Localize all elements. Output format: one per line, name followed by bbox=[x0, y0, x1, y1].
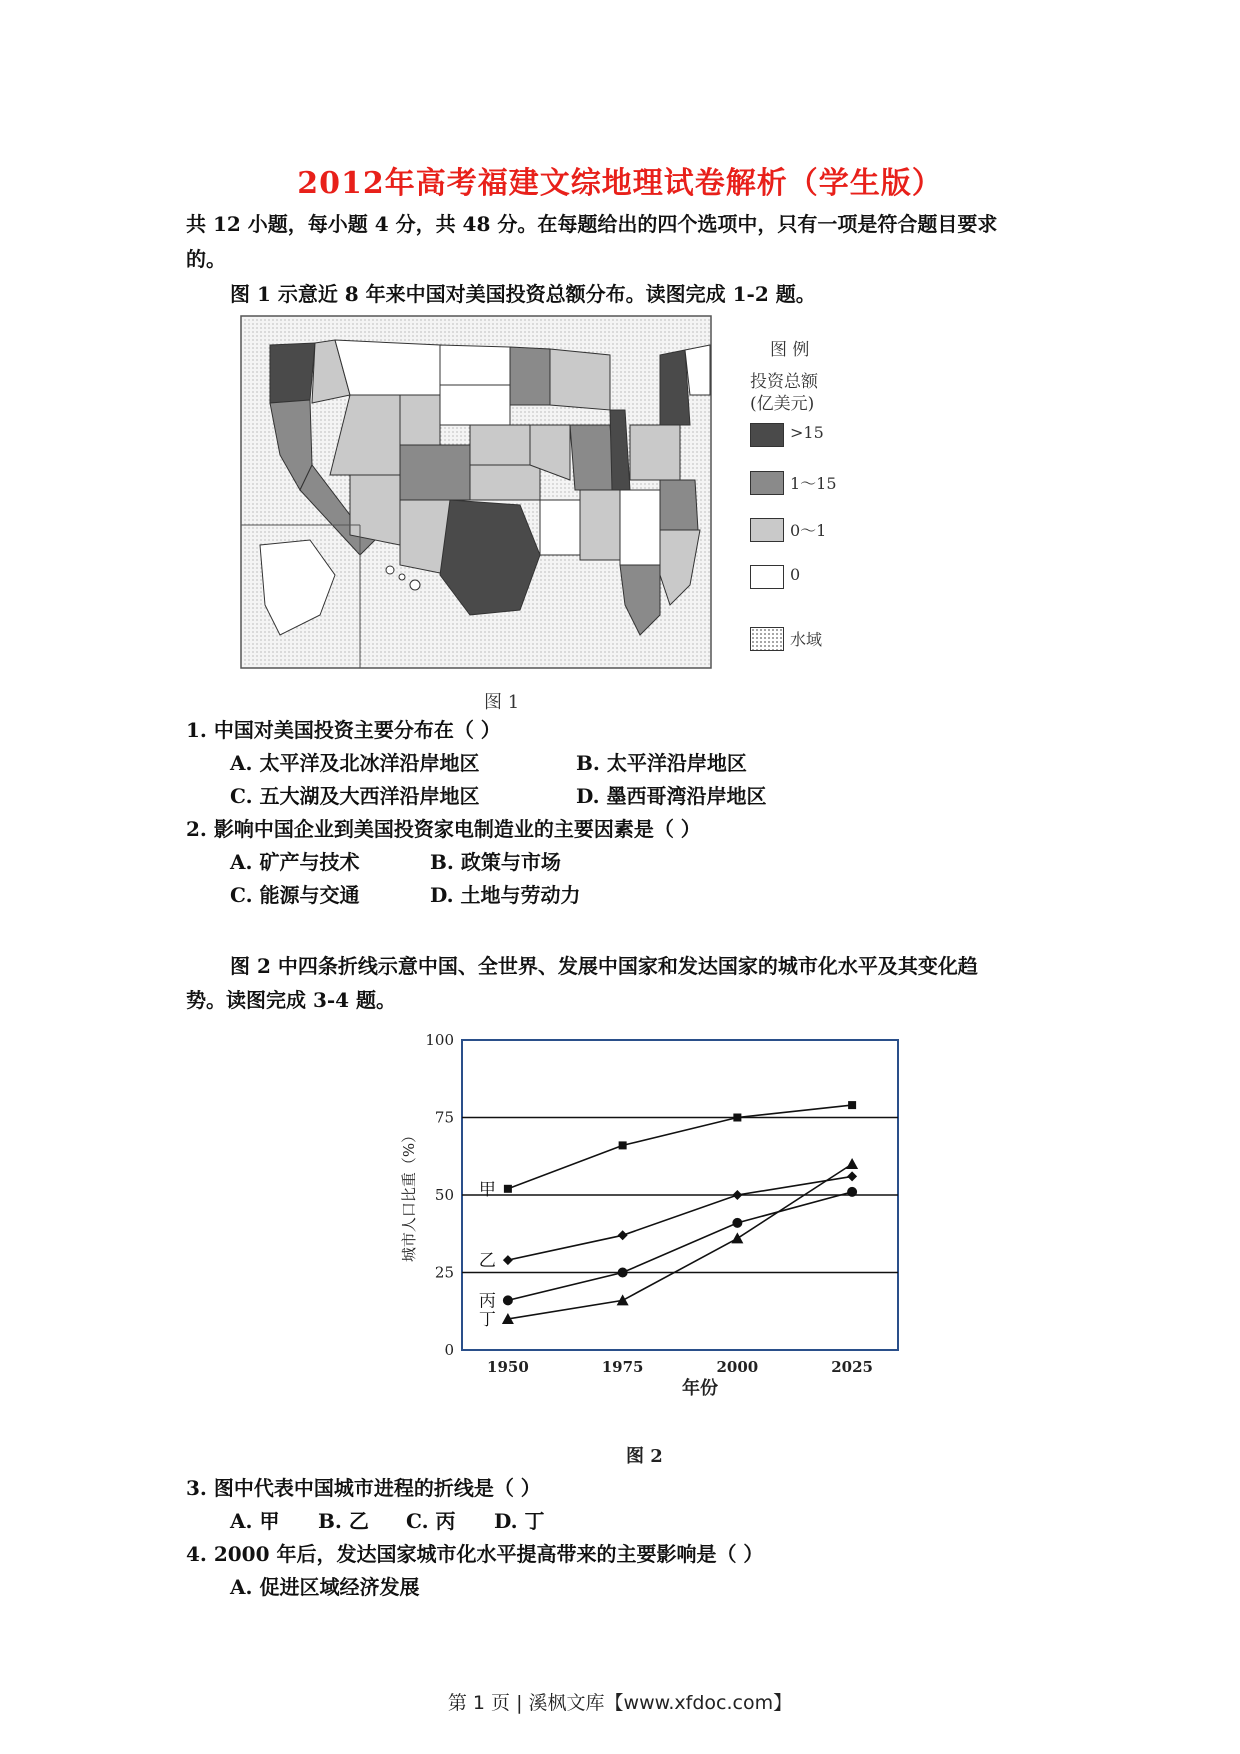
data-point bbox=[848, 1101, 856, 1109]
fig1-caption: 图 1 bbox=[484, 692, 520, 713]
fig2-intro-1: 图 2 中四条折线示意中国、全世界、发展中国家和发达国家的城市化水平及其变化趋 bbox=[230, 954, 978, 978]
legend-label-5: 水域 bbox=[790, 630, 823, 649]
x-axis-label: 年份 bbox=[682, 1378, 718, 1399]
y-tick-label: 100 bbox=[425, 1031, 454, 1049]
fig2-caption: 图 2 bbox=[626, 1446, 663, 1467]
q2-stem: 2. 影响中国企业到美国投资家电制造业的主要因素是（ ） bbox=[186, 817, 701, 841]
urbanization-line-chart bbox=[390, 1020, 920, 1430]
data-point bbox=[504, 1185, 512, 1193]
y-axis-label: 城市人口比重（%） bbox=[400, 1127, 418, 1263]
q4-stem: 4. 2000 年后，发达国家城市化水平提高带来的主要影响是（ ） bbox=[186, 1542, 764, 1566]
figure-1-map bbox=[240, 315, 880, 670]
q1-option-c: C. 五大湖及大西洋沿岸地区 bbox=[230, 784, 480, 808]
legend-label-3: 0～1 bbox=[790, 521, 827, 540]
q1-option-d: D. 墨西哥湾沿岸地区 bbox=[576, 784, 767, 808]
legend-title: 图 例 bbox=[770, 340, 810, 360]
q2-option-c: C. 能源与交通 bbox=[230, 883, 360, 907]
q3-option-d: D. 丁 bbox=[494, 1509, 545, 1533]
page-title: 2012年高考福建文综地理试卷解析（学生版） bbox=[297, 166, 943, 201]
legend-subtitle-1: 投资总额 bbox=[750, 372, 818, 392]
series-label: 丙 bbox=[478, 1291, 496, 1312]
q2-option-d: D. 土地与劳动力 bbox=[430, 883, 581, 907]
x-tick-label: 1950 bbox=[487, 1358, 529, 1376]
data-point bbox=[733, 1114, 741, 1122]
legend-label-1: >15 bbox=[790, 423, 824, 442]
intro-line-1: 共 12 小题，每小题 4 分，共 48 分。在每题给出的四个选项中，只有一项是符合题目要求 bbox=[186, 212, 998, 236]
legend-swatch-4 bbox=[750, 565, 784, 589]
legend-label-4: 0 bbox=[790, 565, 801, 584]
y-tick-label: 50 bbox=[434, 1186, 454, 1204]
legend-subtitle-2: (亿美元) bbox=[750, 394, 815, 414]
fig1-intro: 图 1 示意近 8 年来中国对美国投资总额分布。读图完成 1-2 题。 bbox=[230, 282, 816, 306]
data-point bbox=[503, 1295, 513, 1305]
q2-option-b: B. 政策与市场 bbox=[430, 850, 561, 874]
q3-option-b: B. 乙 bbox=[318, 1509, 369, 1533]
fig2-intro-2: 势。读图完成 3-4 题。 bbox=[186, 988, 397, 1012]
q2-option-a: A. 矿产与技术 bbox=[230, 850, 360, 874]
figure-2-chart bbox=[390, 1020, 920, 1430]
x-tick-label: 1975 bbox=[601, 1358, 644, 1376]
x-tick-label: 2025 bbox=[831, 1358, 873, 1376]
q3-option-a: A. 甲 bbox=[230, 1509, 280, 1533]
series-label: 乙 bbox=[478, 1251, 496, 1272]
q3-option-c: C. 丙 bbox=[406, 1509, 456, 1533]
x-tick-label: 2000 bbox=[716, 1358, 759, 1376]
legend-swatch-5 bbox=[750, 627, 784, 651]
series-label: 甲 bbox=[478, 1179, 496, 1200]
page-footer: 第 1 页 | 溪枫文库【www.xfdoc.com】 bbox=[447, 1692, 793, 1714]
data-point bbox=[619, 1141, 627, 1149]
y-tick-label: 0 bbox=[444, 1341, 454, 1359]
legend-swatch-1 bbox=[750, 423, 784, 447]
q3-stem: 3. 图中代表中国城市进程的折线是（ ） bbox=[186, 1476, 541, 1500]
legend-swatch-2 bbox=[750, 471, 784, 495]
series-label: 丁 bbox=[478, 1310, 496, 1330]
q1-stem: 1. 中国对美国投资主要分布在（ ） bbox=[186, 718, 501, 742]
q1-option-a: A. 太平洋及北冰洋沿岸地区 bbox=[230, 751, 480, 775]
data-point bbox=[618, 1268, 628, 1278]
legend-swatch-3 bbox=[750, 518, 784, 542]
y-tick-label: 75 bbox=[434, 1108, 454, 1127]
intro-line-2: 的。 bbox=[186, 247, 226, 271]
data-point bbox=[732, 1218, 742, 1228]
q4-option-a: A. 促进区域经济发展 bbox=[230, 1575, 420, 1599]
y-tick-label: 25 bbox=[434, 1263, 454, 1282]
q1-option-b: B. 太平洋沿岸地区 bbox=[576, 751, 747, 775]
data-point bbox=[847, 1187, 857, 1197]
legend-label-2: 1～15 bbox=[790, 474, 837, 493]
